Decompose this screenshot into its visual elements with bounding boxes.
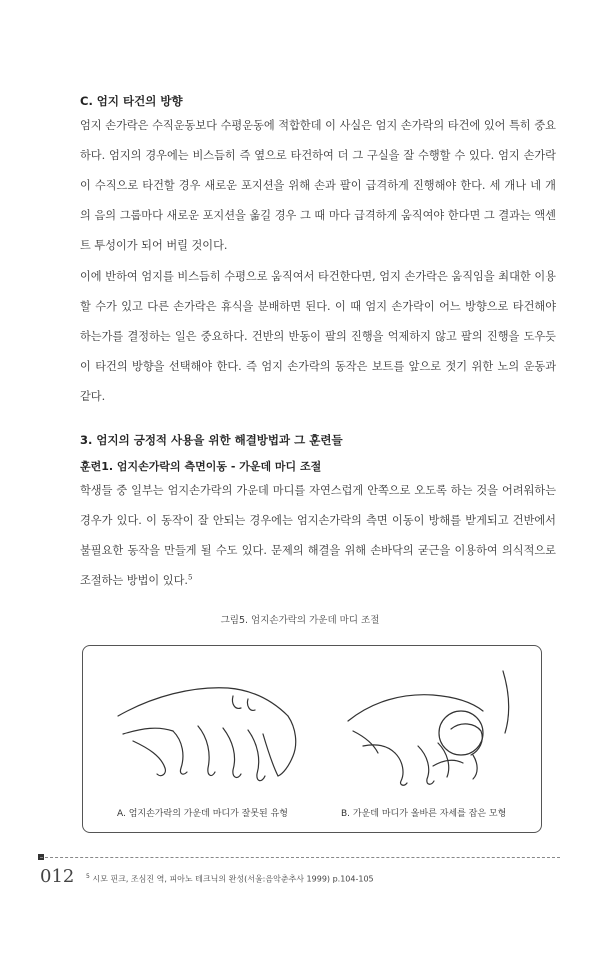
section-3-paragraph-text: 학생들 중 일부는 엄지손가락의 가운데 마디를 자연스럽게 안쪽으로 오도록 하는 것을 어려워하는 경우가 있다. 이 동작이 잘 안되는 경우에는 엄지손가락의 측면 이동이 방해를 받게되고 건반에서 불필요한 동작을 만들게 될 수도 있다. 문제의 해결을 위해 손바닥의 굳근을 이용하여 의식적으로 조절하는 방법이 있다. [80,484,556,587]
figure-frame [82,645,542,833]
footer-divider [40,857,560,858]
page-number: 012 [40,866,75,887]
hand-illustration-b [333,651,533,796]
figure-caption-a: A. 엄지손가락의 가운데 마디가 잘못된 유형 [117,809,288,819]
hand-illustration-a [113,656,313,796]
section-3-paragraph [80,476,556,596]
section-c-heading: C. 엄지 타건의 방향 [80,94,183,108]
training-1-title: 훈련1. 엄지손가락의 측면이동 - 가운데 마디 조절 [80,460,322,473]
figure-caption: 그림5. 엄지손가락의 가운데 마디 조절 [220,615,380,626]
footnote-text: 시모 핀크, 조심진 역, 피아노 테크닉의 완성(서울:음악춘추사 1999) p.104-105 [92,874,374,884]
figure-caption-b: B. 가운데 마디가 올바른 자세를 잡은 모형 [341,809,507,819]
footnote-mark: 5 [86,873,90,880]
section-3-heading: 3. 엄지의 긍정적 사용을 위한 해결방법과 그 훈련들 [80,433,343,447]
section-c-paragraph-1: 엄지 손가락은 수직운동보다 수평운동에 적합한데 이 사실은 엄지 손가락의 타건에 있어 특히 중요하다. 엄지의 경우에는 비스듬히 즉 옆으로 타건하여 더 그 구실을 잘 수행할 수 있다. 엄지 손가락이 수직으로 타건할 경우 새로운 포지션을 위해 손과 팔이 급격하게 진행해야 한다. 세 개나 네 개의 음의 그룹마다 새로운 포지션을 옮길 경우 그 때 마다 급격하게 움직여야 한다면 그 결과는 액센트 투성이가 되어 버릴 것이다. [80,119,556,252]
section-c-paragraph-2: 이에 반하여 엄지를 비스듬히 수평으로 움직여서 타건한다면, 엄지 손가락은 움직임을 최대한 이용할 수가 있고 다른 손가락은 휴식을 분배하면 된다. 이 때 엄지 손가락이 어느 방향으로 타건해야 하는가를 결정하는 일은 중요하다. 건반의 반동이 팔의 진행을 억제하지 않고 팔의 진행을 도우듯이 타건의 방향을 선택해야 한다. 즉 엄지 손가락의 동작은 보트를 앞으로 젓기 위한 노의 운동과 같다. [80,270,556,403]
footnote-reference: 5 [187,573,193,582]
footnote [86,873,374,885]
